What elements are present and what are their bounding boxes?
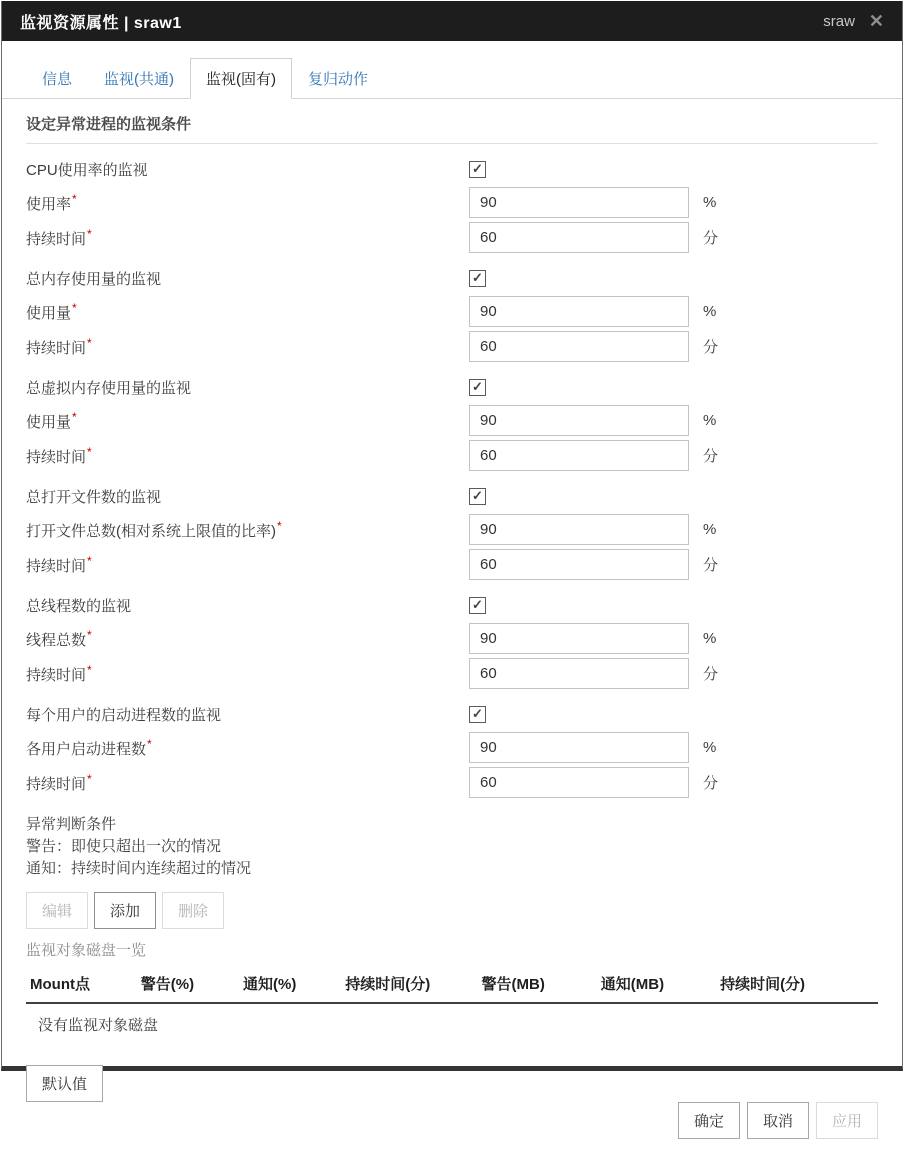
openfiles-monitor-checkbox[interactable]: ✓ xyxy=(469,488,486,505)
userprocs-monitor-checkbox[interactable]: ✓ xyxy=(469,706,486,723)
required-mark: * xyxy=(72,300,77,315)
cpu-duration-label: 持续时间 xyxy=(26,230,87,248)
memory-monitor-row xyxy=(26,266,878,290)
openfiles-count-unit: % xyxy=(703,521,717,538)
cpu-duration-unit: 分 xyxy=(703,230,719,247)
memory-duration-input[interactable] xyxy=(469,331,689,362)
required-mark: * xyxy=(87,771,92,786)
add-button[interactable]: 添加 xyxy=(94,892,156,929)
userprocs-monitor-label: 每个用户的启动进程数的监视 xyxy=(26,706,222,724)
required-mark: * xyxy=(72,191,77,206)
userprocs-monitor-row xyxy=(26,702,878,726)
tab-info[interactable]: 信息 xyxy=(42,71,73,88)
context-label: sraw xyxy=(823,12,855,30)
vmem-duration-row xyxy=(26,440,878,471)
section-header: 设定异常进程的监视条件 xyxy=(26,113,878,144)
threads-duration-row xyxy=(26,658,878,689)
condition-title: 异常判断条件 xyxy=(26,816,117,833)
cpu-usage-input[interactable] xyxy=(469,187,689,218)
disk-table-empty-text: 没有监视对象磁盘 xyxy=(38,1017,159,1034)
cpu-monitor-checkbox[interactable]: ✓ xyxy=(469,161,486,178)
memory-duration-label: 持续时间 xyxy=(26,339,87,357)
vmem-monitor-label: 总虚拟内存使用量的监视 xyxy=(26,379,192,397)
required-mark: * xyxy=(72,409,77,424)
openfiles-duration-unit: 分 xyxy=(703,557,719,574)
required-mark: * xyxy=(87,226,92,241)
threads-duration-unit: 分 xyxy=(703,666,719,683)
default-row xyxy=(26,1065,878,1102)
cpu-usage-label: 使用率 xyxy=(26,195,72,213)
vmem-duration-label: 持续时间 xyxy=(26,448,87,466)
tab-recovery-action[interactable]: 复归动作 xyxy=(308,71,369,88)
disk-table xyxy=(26,966,878,1049)
vmem-usage-unit: % xyxy=(703,412,717,429)
openfiles-count-row xyxy=(26,514,878,545)
col-warning-pct: 警告(%) xyxy=(137,966,239,1003)
required-mark: * xyxy=(147,736,152,751)
delete-button: 删除 xyxy=(162,892,224,929)
openfiles-count-label: 打开文件总数(相对系统上限值的比率) xyxy=(26,522,276,540)
vmem-usage-label: 使用量 xyxy=(26,413,72,431)
monitor-resource-properties-dialog xyxy=(1,1,903,1130)
cpu-monitor-row xyxy=(26,157,878,181)
cpu-duration-input[interactable] xyxy=(469,222,689,253)
userprocs-duration-unit: 分 xyxy=(703,775,719,792)
dialog-title: 监视资源属性 | sraw1 xyxy=(20,14,182,32)
vmem-usage-input[interactable] xyxy=(469,405,689,436)
apply-button: 应用 xyxy=(816,1102,878,1139)
default-values-button[interactable]: 默认值 xyxy=(26,1065,103,1102)
col-notice-pct: 通知(%) xyxy=(239,966,341,1003)
vmem-duration-unit: 分 xyxy=(703,448,719,465)
userprocs-duration-row xyxy=(26,767,878,798)
cpu-usage-unit: % xyxy=(703,194,717,211)
openfiles-duration-row xyxy=(26,549,878,580)
disk-table-empty-row xyxy=(26,1003,878,1049)
required-mark: * xyxy=(277,518,282,533)
memory-usage-label: 使用量 xyxy=(26,304,72,322)
tab-monitor-specific[interactable]: 监视(固有) xyxy=(190,58,292,99)
userprocs-count-label: 各用户启动进程数 xyxy=(26,740,147,758)
threads-count-unit: % xyxy=(703,630,717,647)
edit-button: 编辑 xyxy=(26,892,88,929)
required-mark: * xyxy=(87,627,92,642)
memory-usage-row xyxy=(26,296,878,327)
col-duration-min-2: 持续时间(分) xyxy=(716,966,878,1003)
col-notice-mb: 通知(MB) xyxy=(597,966,716,1003)
titlebar xyxy=(2,1,902,41)
vmem-duration-input[interactable] xyxy=(469,440,689,471)
tab-monitor-common[interactable]: 监视(共通) xyxy=(104,71,175,88)
col-mount-point: Mount点 xyxy=(26,966,137,1003)
condition-warning-note: 警告：即使只超出一次的情况 xyxy=(26,838,222,855)
threads-duration-label: 持续时间 xyxy=(26,666,87,684)
disk-list-title: 监视对象磁盘一览 xyxy=(26,942,147,959)
disk-list-actions xyxy=(26,892,878,929)
threads-duration-input[interactable] xyxy=(469,658,689,689)
memory-usage-unit: % xyxy=(703,303,717,320)
userprocs-duration-input[interactable] xyxy=(469,767,689,798)
col-warning-mb: 警告(MB) xyxy=(478,966,597,1003)
ok-button[interactable]: 确定 xyxy=(678,1102,740,1139)
threads-count-input[interactable] xyxy=(469,623,689,654)
cpu-usage-row xyxy=(26,187,878,218)
required-mark: * xyxy=(87,444,92,459)
vmem-monitor-checkbox[interactable]: ✓ xyxy=(469,379,486,396)
threads-count-row xyxy=(26,623,878,654)
col-duration-min-1: 持续时间(分) xyxy=(341,966,477,1003)
cpu-monitor-label: CPU使用率的监视 xyxy=(26,161,148,179)
memory-monitor-label: 总内存使用量的监视 xyxy=(26,270,162,288)
threads-monitor-checkbox[interactable]: ✓ xyxy=(469,597,486,614)
openfiles-count-input[interactable] xyxy=(469,514,689,545)
memory-duration-row xyxy=(26,331,878,362)
required-mark: * xyxy=(87,335,92,350)
openfiles-monitor-label: 总打开文件数的监视 xyxy=(26,488,162,506)
condition-notice-note: 通知：持续时间内连续超过的情况 xyxy=(26,860,252,877)
memory-usage-input[interactable] xyxy=(469,296,689,327)
tab-bar xyxy=(2,41,902,99)
tab-content xyxy=(2,99,902,1153)
required-mark: * xyxy=(87,662,92,677)
openfiles-duration-input[interactable] xyxy=(469,549,689,580)
userprocs-count-input[interactable] xyxy=(469,732,689,763)
disk-table-header-row xyxy=(26,966,878,1003)
userprocs-duration-label: 持续时间 xyxy=(26,775,87,793)
openfiles-duration-label: 持续时间 xyxy=(26,557,87,575)
memory-duration-unit: 分 xyxy=(703,339,719,356)
threads-monitor-row xyxy=(26,593,878,617)
openfiles-monitor-row xyxy=(26,484,878,508)
condition-notes xyxy=(26,814,878,880)
cancel-button[interactable]: 取消 xyxy=(747,1102,809,1139)
threads-count-label: 线程总数 xyxy=(26,631,87,649)
userprocs-count-unit: % xyxy=(703,739,717,756)
cpu-duration-row xyxy=(26,222,878,253)
memory-monitor-checkbox[interactable]: ✓ xyxy=(469,270,486,287)
threads-monitor-label: 总线程数的监视 xyxy=(26,597,132,615)
vmem-monitor-row xyxy=(26,375,878,399)
vmem-usage-row xyxy=(26,405,878,436)
userprocs-count-row xyxy=(26,732,878,763)
footer-buttons xyxy=(26,1102,878,1153)
close-icon[interactable]: ✕ xyxy=(868,11,884,31)
required-mark: * xyxy=(87,553,92,568)
